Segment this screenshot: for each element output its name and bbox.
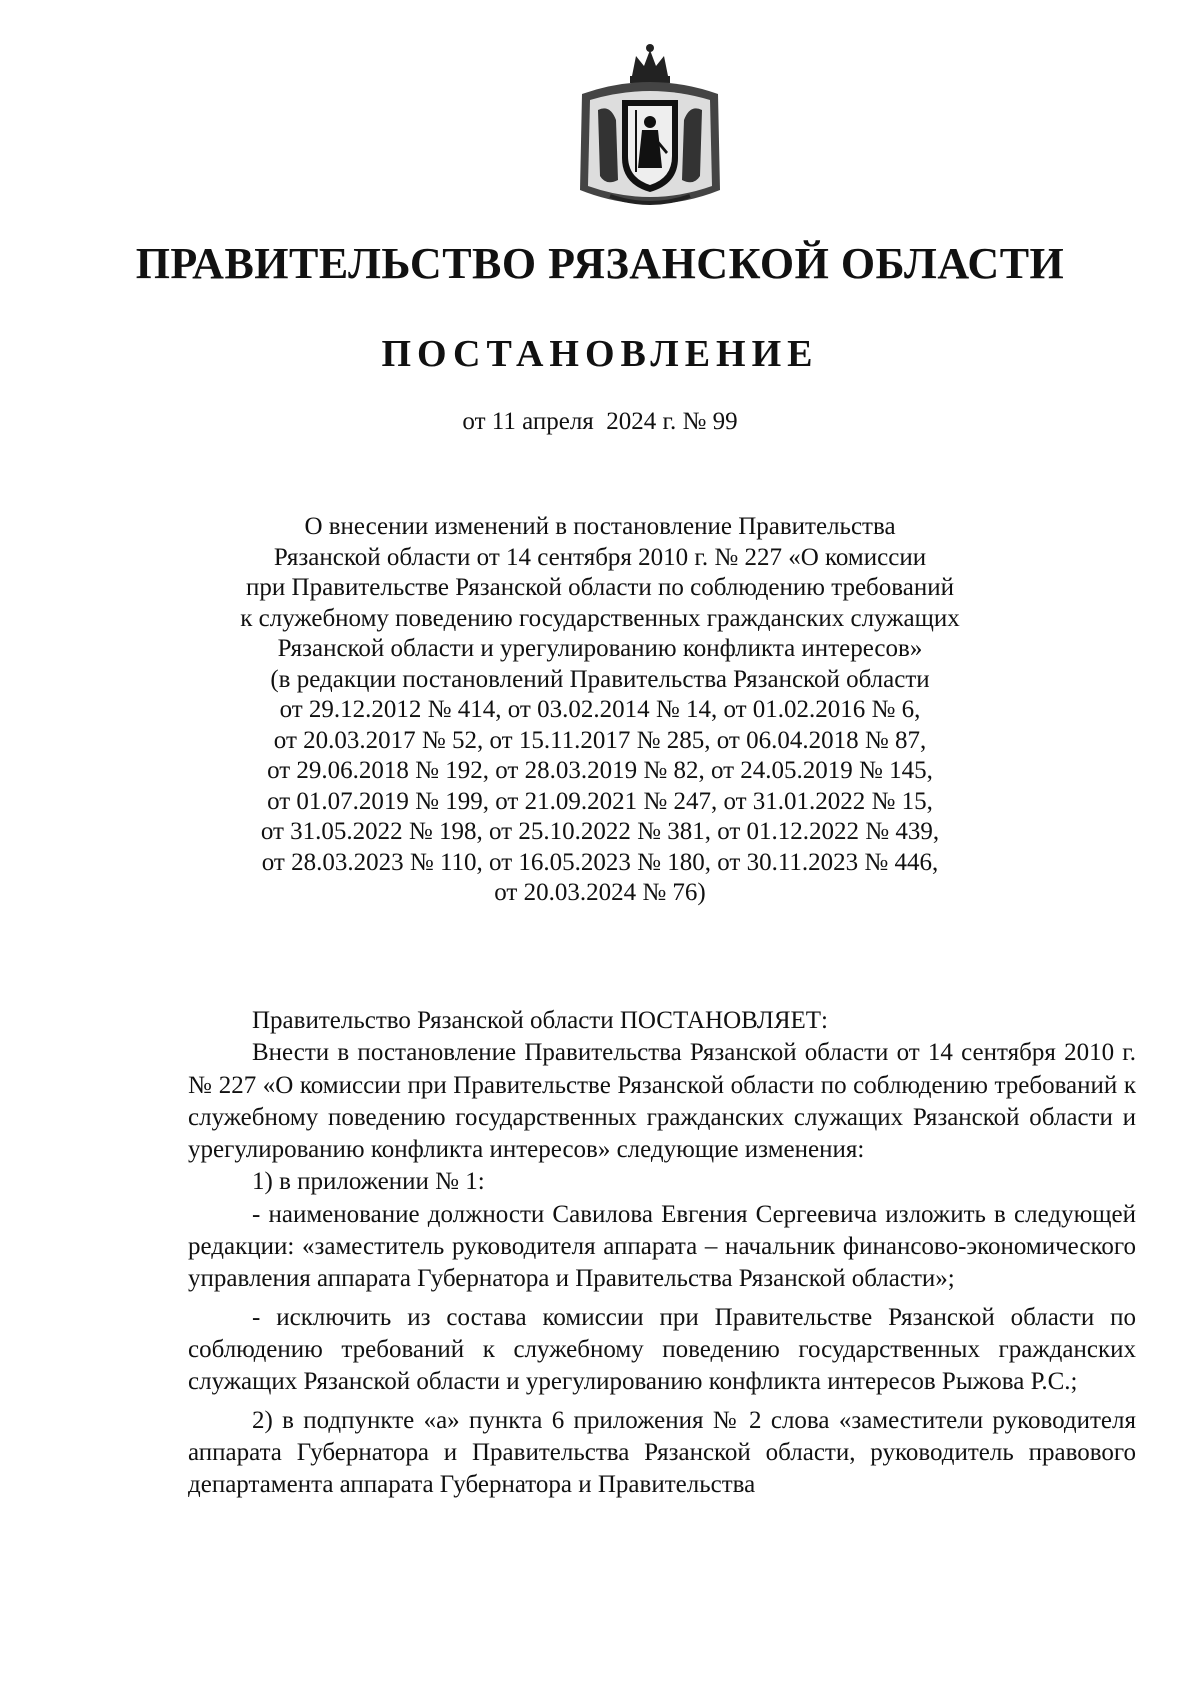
subject-line: от 20.03.2024 № 76) xyxy=(494,879,706,906)
subject-line: от 01.07.2019 № 199, от 21.09.2021 № 247, от 31.01.2022 № 15, xyxy=(267,787,933,815)
item-1b-paragraph: - исключить из состава комиссии при Правительстве Рязанской области по соблюдению требований к служебному поведению государственных гражданских служащих Рязанской области и урегулированию конфликта интересов Рыжова Р.С.; xyxy=(188,1303,1136,1396)
item-1-paragraph: 1) в приложении № 1: xyxy=(252,1168,485,1196)
document-subject xyxy=(210,512,990,909)
subject-line: Рязанской области от 14 сентября 2010 г. № 227 «О комиссии xyxy=(273,543,927,571)
subject-line: Рязанской области и урегулированию конфликта интересов» xyxy=(277,635,923,662)
document-body xyxy=(188,1005,1136,1501)
ryazan-coat-of-arms-icon xyxy=(570,40,730,218)
organization-title: ПРАВИТЕЛЬСТВО РЯЗАНСКОЙ ОБЛАСТИ xyxy=(135,239,1065,288)
preamble-paragraph: Правительство Рязанской области ПОСТАНОВЛЯЕТ: xyxy=(252,1007,828,1034)
coat-of-arms-emblem xyxy=(570,40,730,218)
subject-line: при Правительстве Рязанской области по соблюдению требований xyxy=(246,574,954,601)
document-type: ПОСТАНОВЛЕНИЕ xyxy=(381,333,819,375)
subject-line: от 29.12.2012 № 414, от 03.02.2014 № 14, от 01.02.2016 № 6, xyxy=(279,696,921,723)
document-date-number: от 11 апреля 2024 г. № 99 xyxy=(462,408,738,435)
subject-line: (в редакции постановлений Правительства Рязанской области xyxy=(270,665,930,693)
intro-paragraph: Внести в постановление Правительства Рязанской области от 14 сентября 2010 г. № 227 «О комиссии при Правительстве Рязанской области по соблюдению требований к служебному поведению государственных гражданских служащих Рязанской области и урегулированию конфликта интересов» следующие изменения: xyxy=(188,1039,1136,1164)
subject-line: О внесении изменений в постановление Правительства xyxy=(304,513,896,540)
item-2-paragraph: 2) в подпункте «а» пункта 6 приложения № 2 слова «заместители руководителя аппарата Губернатора и Правительства Рязанской области, руководитель правового департамента аппарата Губернатора и Правительства xyxy=(188,1406,1136,1499)
subject-line: к служебному поведению государственных гражданских служащих xyxy=(240,604,960,632)
subject-line: от 29.06.2018 № 192, от 28.03.2019 № 82, от 24.05.2019 № 145, xyxy=(267,757,933,784)
subject-line: от 28.03.2023 № 110, от 16.05.2023 № 180, от 30.11.2023 № 446, xyxy=(261,848,939,876)
subject-line: от 20.03.2017 № 52, от 15.11.2017 № 285, от 06.04.2018 № 87, xyxy=(273,726,927,754)
item-1a-paragraph: - наименование должности Савилова Евгения Сергеевича изложить в следующей редакции: «заместитель руководителя аппарата – начальник финансово-экономического управления аппарата Губернатора и Правительства Рязанской области»; xyxy=(188,1200,1136,1293)
subject-line: от 31.05.2022 № 198, от 25.10.2022 № 381, от 01.12.2022 № 439, xyxy=(260,818,940,845)
